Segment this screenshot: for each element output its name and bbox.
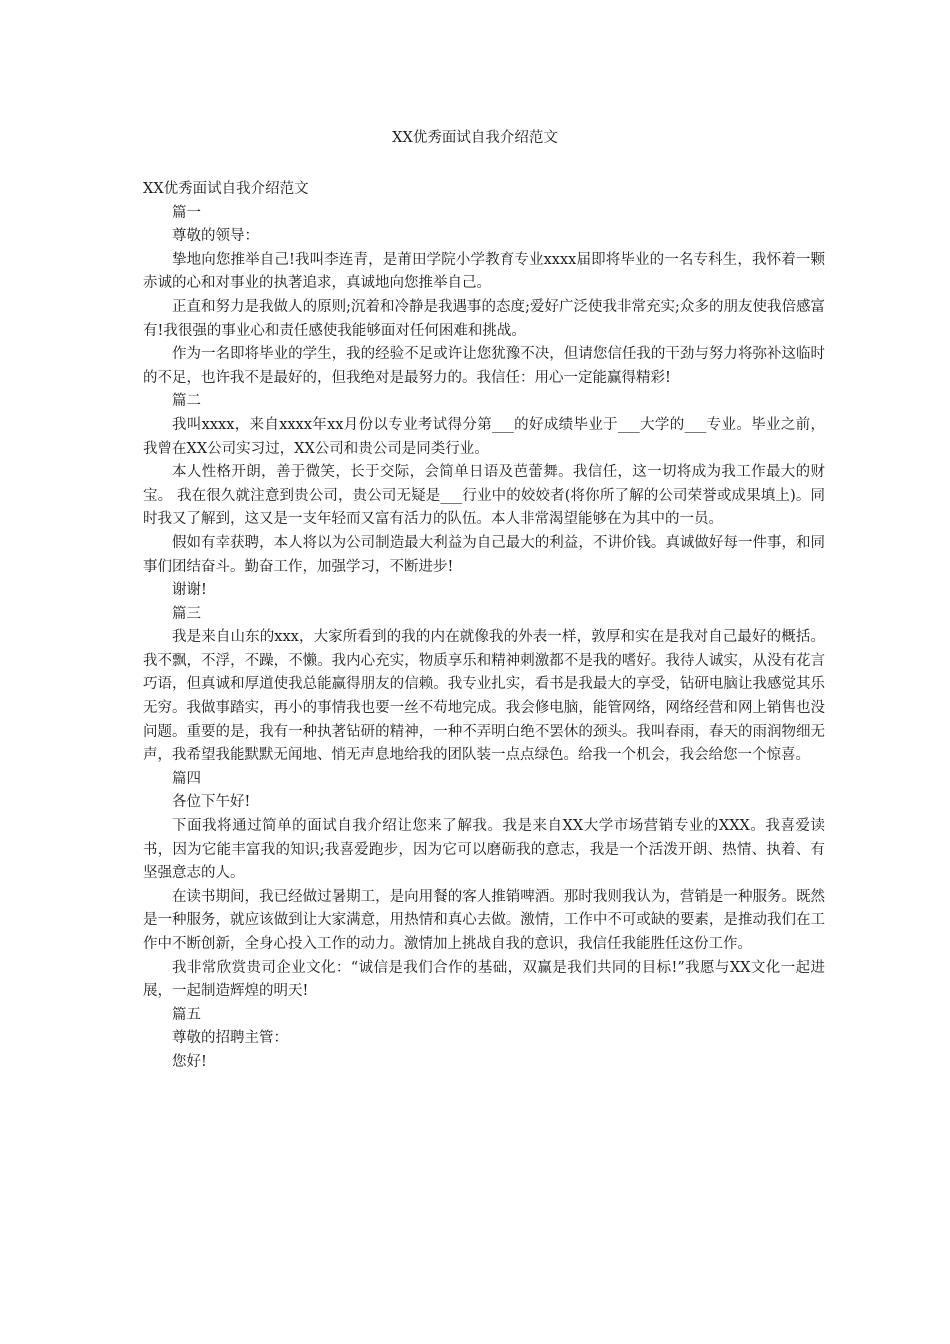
paragraph: 我叫xxxx，来自xxxx年xx月份以专业考试得分第___的好成绩毕业于___大学的___专业。毕业之前，我曾在XX公司实习过，XX公司和贵公司是同类行业。: [143, 416, 825, 457]
greeting: 您好!: [172, 1053, 207, 1070]
paragraph: 在读书期间，我已经做过暑期工，是向用餐的客人推销啤酒。那时我则我认为，营销是一种服务。既然是一种服务，就应该做到让大家满意，用热情和真心去做。激情，工作中不可或缺的要素，是推动我们在工作中不断创新，全身心投入工作的动力。激情加上挑战自我的意识，我信任我能胜任这份工作。: [143, 888, 825, 952]
document-body: [143, 178, 825, 1075]
section-heading-1: 篇一: [172, 204, 201, 221]
section-heading-4: 篇四: [172, 770, 201, 787]
paragraph: 正直和努力是我做人的原则;沉着和冷静是我遇事的态度;爱好广泛使我非常充实;众多的朋友使我倍感富有!我很强的事业心和责任感使我能够面对任何困难和挑战。: [143, 298, 825, 339]
paragraph: 下面我将通过简单的面试自我介绍让您来了解我。我是来自XX大学市场营销专业的XXX。我喜爱读书，因为它能丰富我的知识;我喜爱跑步，因为它可以磨砺我的意志，我是一个活泼开朗、热情、执着、有坚强意志的人。: [143, 818, 825, 882]
paragraph: 本人性格开朗，善于微笑，长于交际，会简单日语及芭蕾舞。我信任，这一切将成为我工作最大的财宝。 我在很久就注意到贵公司，贵公司无疑是___行业中的姣姣者(将你所了解的公司荣誉或成果填上)。同时我又了解到，这又是一支年轻而又富有活力的队伍。本人非常渴望能够在为其中的一员。: [143, 464, 825, 528]
paragraph: 作为一名即将毕业的学生，我的经验不足或许让您犹豫不决，但请您信任我的干劲与努力将弥补这临时的不足，也许我不是最好的，但我绝对是最努力的。我信任：用心一定能赢得精彩!: [143, 346, 825, 386]
paragraph: 我是来自山东的xxx，大家所看到的我的内在就像我的外表一样，敦厚和实在是我对自己最好的概括。我不飘，不浮，不躁，不懒。我内心充实，物质享乐和精神刺激都不是我的嗜好。我待人诚实，从没有花言巧语，但真诚和厚道使我总能赢得朋友的信赖。我专业扎实，看书是我最大的享受，钻研电脑让我感觉其乐无穷。我做事踏实，再小的事情我也要一丝不苟地完成。我会修电脑，能管网络，网络经营和网上销售也没问题。重要的是，我有一种执著钻研的精神，一种不弄明白绝不罢休的颈头。我叫春雨，春天的雨润物细无声，我希望我能默默无闻地、悄无声息地给我的团队装一点点绿色。给我一个机会，我会给您一个惊喜。: [143, 629, 825, 764]
paragraph: 假如有幸获聘，本人将以为公司制造最大利益为自己最大的利益，不讲价钱。真诚做好每一件事，和同事们团结奋斗。勤奋工作，加强学习，不断进步!: [143, 534, 825, 575]
section-heading-5: 篇五: [172, 1006, 201, 1023]
salutation: 各位下午好!: [172, 794, 251, 811]
paragraph: 挚地向您推举自己!我叫李连青，是莆田学院小学教育专业xxxx届即将毕业的一名专科生，我怀着一颗赤诚的心和对事业的执著追求，真诚地向您推举自己。: [143, 251, 825, 292]
salutation: 尊敬的领导：: [172, 228, 259, 245]
body-heading: XX优秀面试自我介绍范文: [143, 181, 309, 197]
section-heading-2: 篇二: [172, 393, 201, 410]
closing: 谢谢!: [172, 582, 207, 599]
paragraph: 我非常欣赏贵司企业文化：“诚信是我们合作的基础，双赢是我们共同的目标!”我愿与XX文化一起进展，一起制造辉煌的明天!: [143, 959, 825, 1000]
document-title: XX优秀面试自我介绍范文: [392, 130, 558, 146]
salutation: 尊敬的招聘主管：: [172, 1030, 288, 1047]
section-heading-3: 篇三: [172, 605, 201, 622]
